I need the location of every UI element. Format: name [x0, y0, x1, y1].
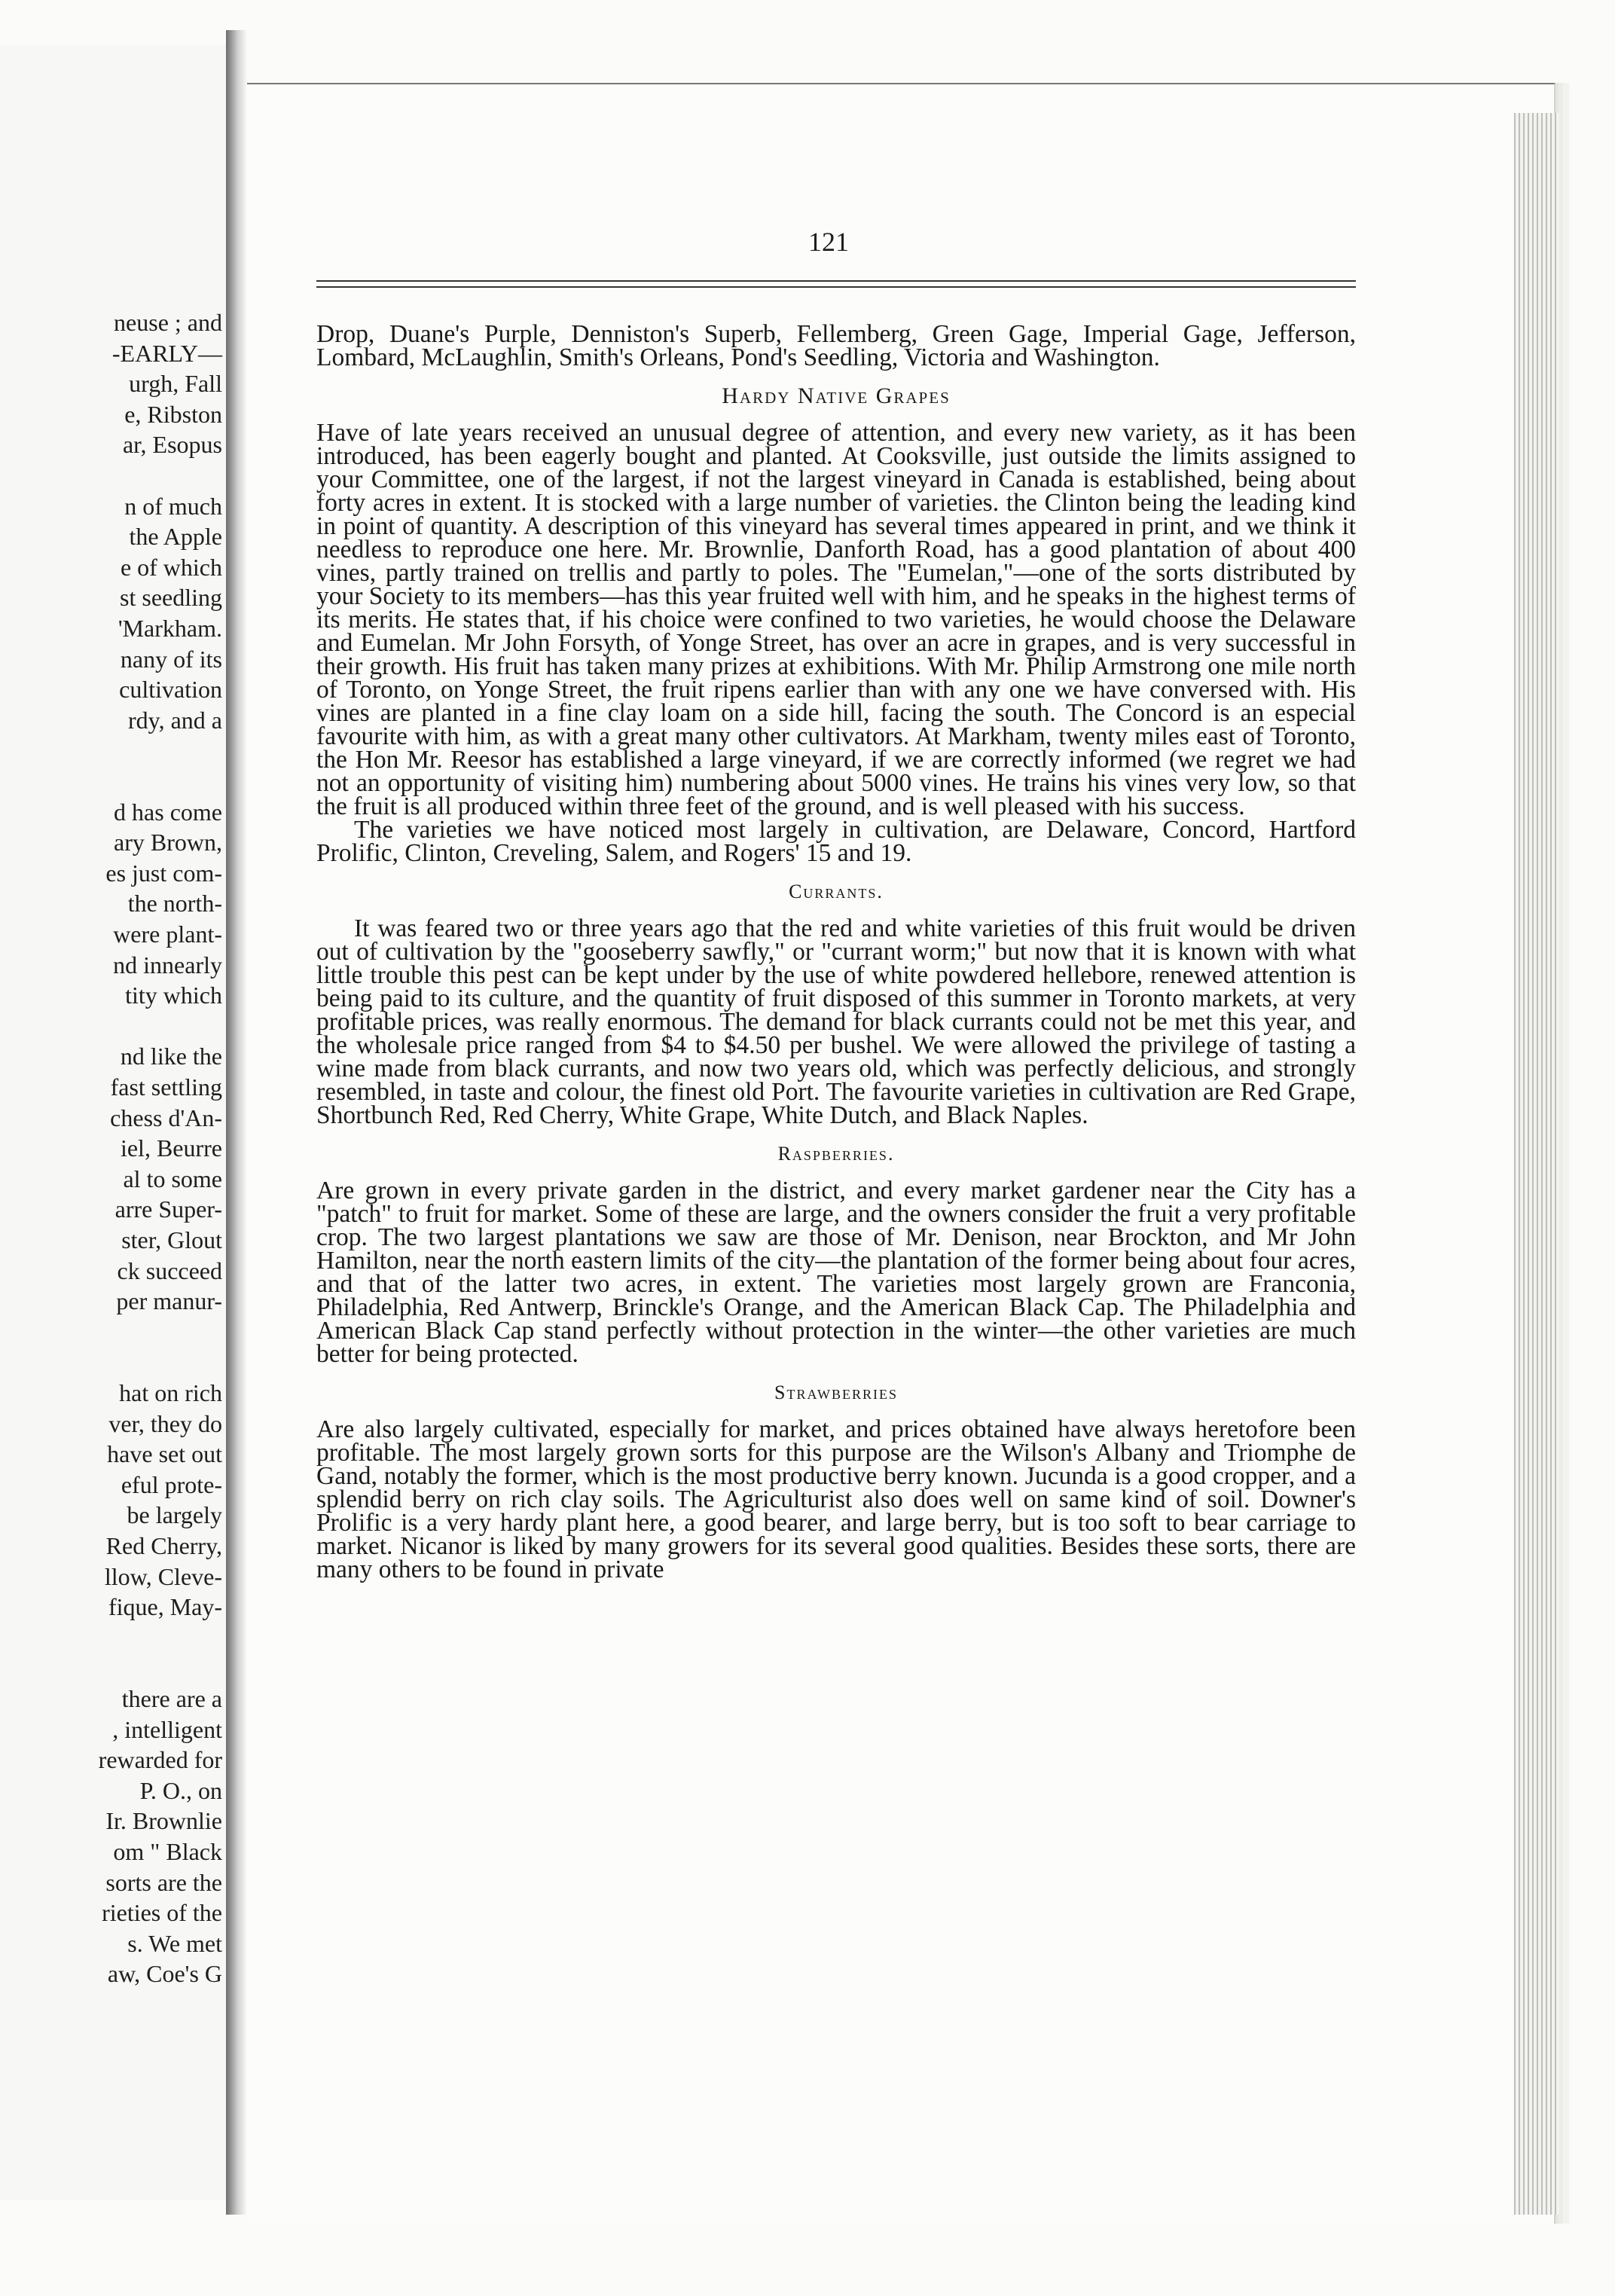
left-page-line: fique, May-: [108, 1593, 222, 1621]
left-page-line: , intelligent: [112, 1715, 222, 1743]
left-page-line: llow, Cleve-: [104, 1562, 222, 1590]
left-page-line: were plant-: [113, 921, 222, 948]
page-body: [316, 322, 1356, 1581]
left-page-line: s. We met: [127, 1929, 222, 1957]
header-rule-bottom: [316, 286, 1356, 288]
left-page-line: be largely: [127, 1501, 222, 1529]
left-page-line: nany of its: [120, 645, 222, 673]
page-edges: [1514, 113, 1559, 2215]
section-heading-currants: Currants.: [789, 881, 884, 902]
left-page-fragment: [0, 45, 232, 2200]
left-page-line: e, Ribston: [124, 400, 222, 428]
left-page-line: -EARLY—: [111, 339, 222, 367]
left-page-line: al to some: [123, 1165, 222, 1192]
grapes-paragraph-2: The varieties we have noticed most largely in cultivation, are Delaware, Concord, Hartford Prolific, Clinton, Creveling, Salem, and Rogers' 15 and 19.: [316, 816, 1356, 867]
section-heading-strawberries: Strawberries: [774, 1382, 899, 1403]
intro-paragraph: Drop, Duane's Purple, Denniston's Superb, Fellemberg, Green Gage, Imperial Gage, Jefferson, Lombard, McLaughlin, Smith's Orleans, Pond's Seedling, Victoria and Washington.: [316, 320, 1356, 371]
left-page-line: eful prote-: [121, 1470, 222, 1498]
left-page-line: cultivation: [119, 676, 222, 704]
left-page-line: there are a: [121, 1685, 222, 1712]
left-page-line: om " Black: [113, 1838, 222, 1865]
left-page-line: ary Brown,: [114, 829, 222, 856]
strawberries-paragraph: Are also largely cultivated, especially for market, and prices obtained have always heretofore been profitable. The most largely grown sorts for this purpose are the Wilson's Albany and Triomphe de Gand, notably the former, which is the most productive berry known. Jucunda is a good cropper, and a splendid berry on rich clay soils. The Agriculturist also does well on same kind of soil. Downer's Prolific is a very hardy plant here, a good bearer, and large berry, but is too soft to bear carriage to market. Nicanor is liked by many growers for its several good qualities. Besides these sorts, there are many others to be found in private: [316, 1415, 1356, 1583]
left-page-line: aw, Coe's G: [107, 1960, 222, 1988]
left-page-line: Red Cherry,: [105, 1532, 222, 1559]
header-rule-top: [316, 280, 1356, 282]
left-page-line: d has come: [114, 798, 222, 826]
left-page-line: arre Super-: [114, 1195, 222, 1223]
left-page-line: P. O., on: [139, 1776, 222, 1804]
left-page-line: urgh, Fall: [129, 370, 222, 398]
grapes-paragraph-1: Have of late years received an unusual degree of attention, and every new variety, as it has been introduced, has been eagerly bought and planted. At Cooksville, just outside the limits assigned to your Committee, one of the largest, if not the largest vineyard in Canada is established, being about forty acres in extent. It is stocked with a large number of varieties. the Clinton being the leading kind in point of quantity. A description of this vineyard has several times appeared in print, and we think it needless to reproduce one here. Mr. Brownlie, Danforth Road, has a good plantation of about 400 vines, partly trained on trellis and partly to poles. The "Eumelan,"—one of the sorts distributed by your Society to its members—has this year fruited well with him, and he speaks in the highest terms of its merits. He states that, if his choice were confined to two varieties, he would choose the Delaware and Eumelan. Mr John Forsyth, of Yonge Street, has over an acre in grapes, and is very successful in their growth. His fruit has taken many prizes at exhibitions. With Mr. Philip Armstrong one mile north of Toronto, on Yonge Street, the fruit ripens earlier than with any one we have conversed with. His vines are planted in a fine clay loam on a side hill, facing the south. The Concord is an especial favourite with him, as with a great many other cultivators. At Markham, twenty miles east of Toronto, the Hon Mr. Reesor has established a large vineyard, if we are correctly informed (we regret we had not an opportunity of visiting him) numbering about 5000 vines. He trains his vines very low, so that the fruit is all produced within three feet of the ground, and is well pleased with his success.: [316, 419, 1356, 820]
left-page-line: ck succeed: [117, 1256, 222, 1284]
section-heading-raspberries: Raspberries.: [777, 1143, 895, 1165]
left-page-line: rewarded for: [98, 1746, 222, 1774]
left-page-line: 'Markham.: [118, 615, 222, 642]
left-page-line: e of which: [120, 553, 222, 581]
left-page-line: the north-: [127, 890, 222, 917]
left-page-line: chess d'An-: [110, 1104, 222, 1131]
book-gutter: [226, 30, 247, 2215]
left-page-line: n of much: [124, 492, 222, 520]
left-page-line: hat on rich: [119, 1379, 222, 1406]
left-page-line: have set out: [107, 1440, 222, 1468]
left-page-line: ster, Glout: [121, 1226, 222, 1253]
section-heading-grapes: Hardy Native Grapes: [722, 383, 951, 408]
left-page-line: per manur-: [116, 1287, 222, 1315]
left-page-line: ver, they do: [108, 1409, 222, 1437]
left-page-line: ar, Esopus: [122, 431, 222, 459]
left-page-line: tity which: [125, 982, 222, 1009]
left-page-line: es just com-: [105, 859, 222, 887]
left-page-line: st seedling: [120, 584, 222, 612]
left-page-line: rdy, and a: [128, 706, 222, 734]
currants-paragraph: It was feared two or three years ago that the red and white varieties of this fruit would be driven out of cultivation by the "gooseberry sawfly," or "currant worm;" but now that it is known with what little trouble this pest can be kept under by the use of white powdered hellebore, renewed attention is being paid to its culture, and the quantity of fruit disposed of this summer in Toronto markets, at very profitable prices, was really enormous. The demand for black currants could not be met this year, and the wholesale price ranged from $4 to $4.50 per bushel. We were allowed the privilege of tasting a wine made from black currants, and now two years old, which was perfectly delicious, and strongly resembled, in taste and colour, the finest old Port. The favourite varieties in cultivation are Red Grape, Shortbunch Red, Red Cherry, White Grape, White Dutch, and Black Naples.: [316, 914, 1356, 1129]
left-page-line: iel, Beurre: [120, 1134, 222, 1162]
left-page-line: rieties of the: [102, 1899, 222, 1927]
left-page-line: Ir. Brownlie: [105, 1807, 222, 1835]
page-number: 121: [808, 227, 849, 257]
left-page-line: nd like the: [120, 1043, 222, 1070]
left-page-line: sorts are the: [105, 1868, 222, 1896]
left-page-line: fast settling: [110, 1073, 222, 1101]
raspberries-paragraph: Are grown in every private garden in the district, and every market gardener near the City has a "patch" to fruit for market. Some of these are large, and the owners consider the fruit a very profitable crop. The two largest plantations we saw are those of Mr. Denison, near Brockton, and Mr John Hamilton, near the north eastern limits of the city—the plantation of the former being about four acres, and that of the latter two acres, in extent. The varieties most largely grown are Franconia, Philadelphia, Red Antwerp, Brinckle's Orange, and the American Black Cap. The Philadelphia and American Black Cap stand perfectly without protection in the winter—the other varieties are much better for being protected.: [316, 1177, 1356, 1368]
left-page-line: nd innearly: [113, 951, 222, 979]
left-page-line: the Apple: [129, 523, 222, 551]
left-page-line: neuse ; and: [114, 309, 222, 336]
